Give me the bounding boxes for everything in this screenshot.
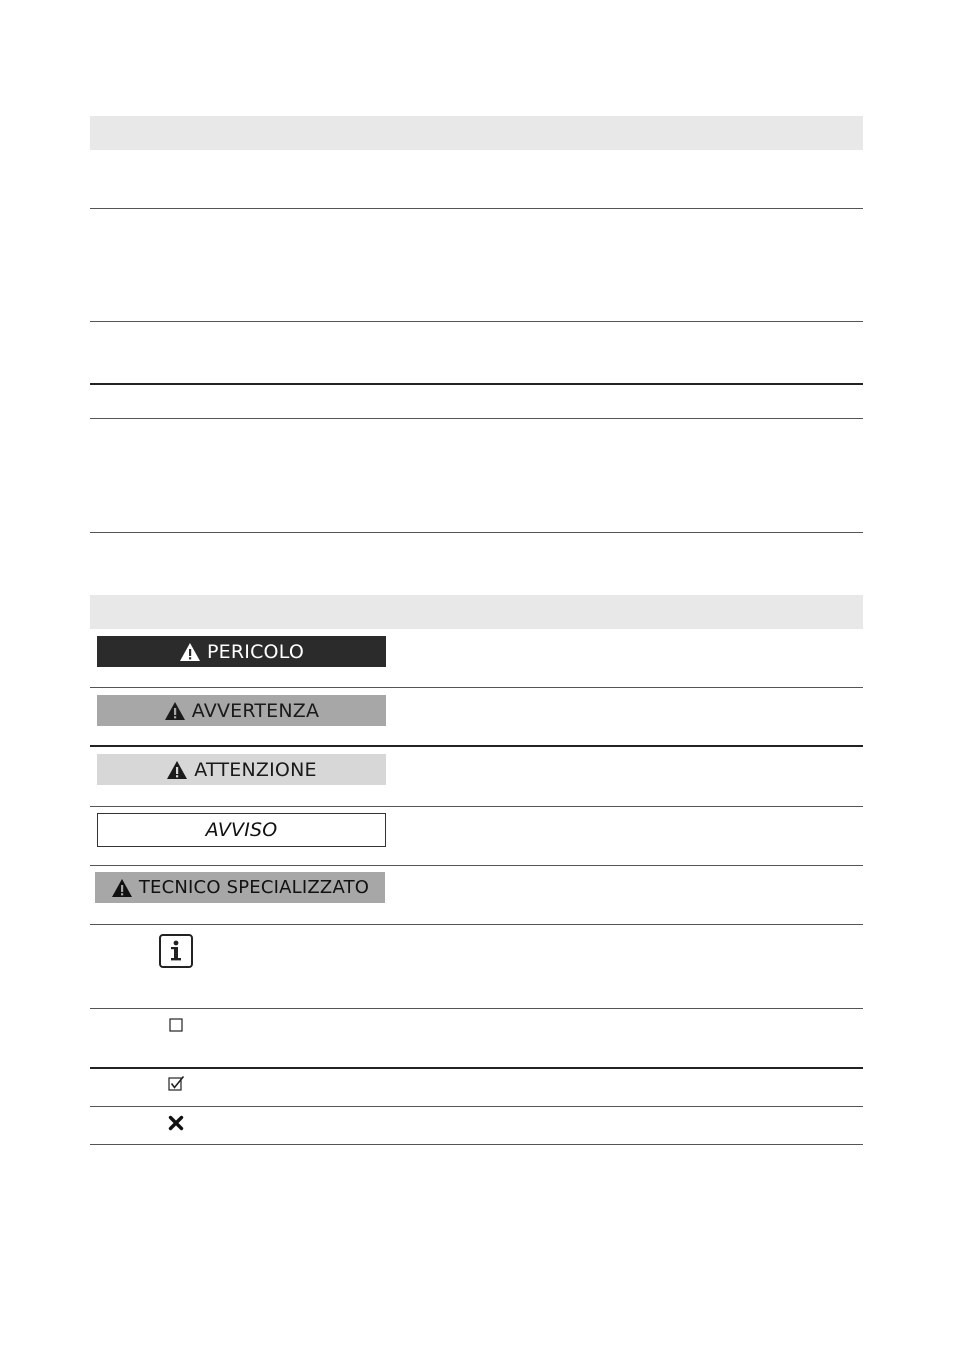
table-rule	[90, 1106, 863, 1107]
table-rule	[90, 1144, 863, 1145]
table-rule	[90, 532, 863, 533]
table-rule	[90, 687, 863, 688]
signal-danger	[97, 636, 386, 667]
table-header-band	[90, 116, 863, 150]
signal-warning	[97, 695, 386, 726]
signal-word-danger: PERICOLO	[207, 640, 304, 663]
signal-word-warning: AVVERTENZA	[191, 699, 320, 722]
signal-qualified-person	[95, 872, 385, 903]
table-rule	[90, 924, 863, 925]
signal-notice	[97, 813, 386, 847]
info-icon	[158, 933, 194, 969]
checked-checkbox-icon	[168, 1075, 186, 1093]
table-rule	[90, 418, 863, 419]
table-rule	[90, 383, 863, 385]
table-rule	[90, 321, 863, 322]
warning-triangle-icon	[111, 878, 133, 898]
signal-word-caution: ATTENZIONE	[194, 758, 317, 781]
table-rule	[90, 1067, 863, 1069]
warning-triangle-icon	[166, 760, 188, 780]
table-rule	[90, 208, 863, 209]
cross-icon	[167, 1114, 185, 1132]
signal-word-notice: AVVISO	[205, 819, 278, 841]
table-rule	[90, 806, 863, 807]
empty-checkbox-icon	[168, 1017, 184, 1033]
warning-triangle-icon	[179, 642, 201, 662]
table-rule	[90, 745, 863, 747]
signal-word-qualified-person: TECNICO SPECIALIZZATO	[138, 877, 370, 898]
table-rule	[90, 865, 863, 866]
signal-caution	[97, 754, 386, 785]
warning-triangle-icon	[164, 701, 186, 721]
table-header-band	[90, 595, 863, 629]
table-rule	[90, 1008, 863, 1009]
